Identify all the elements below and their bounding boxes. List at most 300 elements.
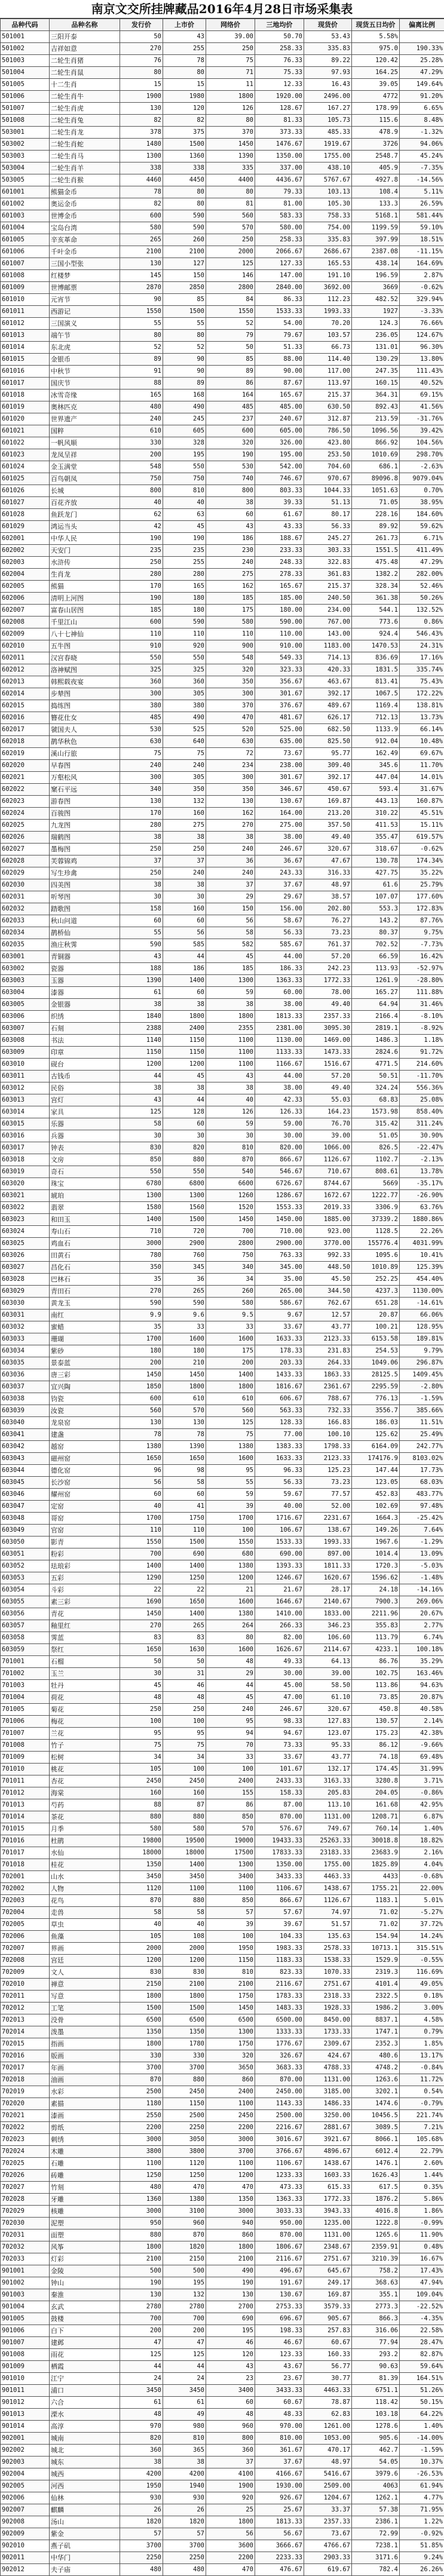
cell-five-day-avg: 90.63 (352, 2361, 400, 2373)
cell-avg-price: 1533.33 (255, 1537, 304, 1548)
table-row (1, 2182, 444, 2194)
cell-issue-price: 1650 (120, 1644, 163, 1656)
cell-listing-price: 2450 (163, 1775, 206, 1787)
table-row (1, 891, 444, 903)
cell-avg-price: 39.33 (255, 497, 304, 509)
cell-avg-price: 585.67 (255, 939, 304, 951)
cell-five-day-avg: 438.14 (352, 258, 400, 270)
cell-listing-price: 63 (163, 509, 206, 521)
cell-issue-price: 130 (120, 1417, 163, 1429)
cell-issue-price: 378 (120, 127, 163, 139)
cell-listing-price: 280 (163, 569, 206, 581)
cell-deviation: 163.46% (400, 1668, 444, 1680)
cell-name: 桂花 (50, 1859, 120, 1871)
cell-name: 寿山石 (50, 1226, 120, 1238)
cell-issue-price: 1120 (120, 1883, 163, 1895)
cell-name: 窠石平远 (50, 784, 120, 796)
cell-avg-price: 1410.00 (255, 1608, 304, 1620)
cell-code: 902003 (1, 2457, 50, 2468)
table-row (1, 2253, 444, 2265)
cell-spot-price: 714.13 (304, 652, 352, 664)
cell-avg-price: 76.33 (255, 55, 304, 67)
cell-listing-price: 190 (163, 533, 206, 545)
cell-listing-price: 345 (163, 1262, 206, 1274)
table-row (1, 2564, 444, 2576)
cell-avg-price: 59.67 (255, 1489, 304, 1501)
cell-listing-price: 15 (163, 79, 206, 91)
cell-five-day-avg: 4063 (352, 2480, 400, 2492)
cell-avg-price: 243.33 (255, 867, 304, 879)
table-row (1, 282, 444, 294)
cell-five-day-avg: 1014.4 (352, 1548, 400, 1560)
cell-network-price: 350 (206, 784, 255, 796)
cell-name: 麒麟 (50, 2504, 120, 2516)
cell-code: 603044 (1, 1465, 50, 1477)
cell-listing-price: 3800 (163, 2146, 206, 2158)
cell-issue-price: 80 (120, 330, 163, 342)
cell-network-price: 60 (206, 509, 255, 521)
cell-five-day-avg: 252.25 (352, 1274, 400, 1286)
cell-code: 602005 (1, 581, 50, 593)
cell-listing-price: 38 (163, 2457, 206, 2468)
cell-issue-price: 820 (120, 2433, 163, 2445)
table-row (1, 652, 444, 664)
cell-deviation: 31.99% (400, 1764, 444, 1775)
table-row (1, 2122, 444, 2134)
cell-code: 603041 (1, 1429, 50, 1441)
cell-issue-price: 1690 (120, 1596, 163, 1608)
cell-avg-price: 81.00 (255, 198, 304, 210)
cell-spot-price: 1928.33 (304, 2002, 352, 2014)
table-row (1, 664, 444, 676)
cell-spot-price: 264.33 (304, 1357, 352, 1369)
cell-avg-price: 128.67 (255, 103, 304, 115)
cell-network-price: 1100 (206, 1047, 255, 1059)
cell-five-day-avg: 102.75 (352, 1668, 400, 1680)
cell-listing-price: 44 (163, 951, 206, 963)
cell-deviation: 1880.86% (400, 1214, 444, 1226)
cell-listing-price: 1500 (163, 139, 206, 151)
cell-network-price: 2100 (206, 1979, 255, 1991)
cell-avg-price: 164.00 (255, 808, 304, 820)
cell-five-day-avg: 364.31 (352, 390, 400, 401)
cell-network-price: 125 (206, 258, 255, 270)
cell-name: 霁蓝 (50, 1632, 120, 1644)
cell-issue-price: 78 (120, 186, 163, 198)
cell-name: 文房 (50, 1154, 120, 1166)
cell-network-price: 1300 (206, 2026, 255, 2038)
cell-network-price: 1350 (206, 2194, 255, 2206)
cell-five-day-avg: 1825.89 (352, 1859, 400, 1871)
cell-issue-price: 30 (120, 891, 163, 903)
cell-deviation: -14.16% (400, 1584, 444, 1596)
cell-spot-price: 1885.00 (304, 1214, 352, 1226)
cell-deviation: 0.54% (400, 2086, 444, 2098)
cell-code: 603047 (1, 1501, 50, 1513)
cell-code: 702006 (1, 1931, 50, 1943)
cell-five-day-avg: 475.48 (352, 557, 400, 569)
cell-issue-price: 55 (120, 318, 163, 330)
cell-code: 501003 (1, 55, 50, 67)
cell-code: 603020 (1, 1178, 50, 1190)
cell-five-day-avg: 760.14 (352, 1823, 400, 1835)
cell-listing-price: 83 (163, 1632, 206, 1644)
cell-issue-price: 600 (120, 1393, 163, 1405)
cell-spot-price: 1919.67 (304, 139, 352, 151)
cell-five-day-avg: 254.53 (352, 1345, 400, 1357)
cell-five-day-avg: 651.28 (352, 1298, 400, 1310)
cell-name: 百鸟朝凤 (50, 473, 120, 485)
cell-code: 603058 (1, 1632, 50, 1644)
cell-issue-price: 1580 (120, 1202, 163, 1214)
cell-name: 龙凤呈祥 (50, 449, 120, 461)
cell-avg-price: 337.00 (255, 162, 304, 174)
cell-name: 钟表 (50, 1142, 120, 1154)
cell-name: 竹子 (50, 1740, 120, 1752)
cell-name: 斗彩 (50, 1584, 120, 1596)
cell-name: 钧瓷 (50, 1393, 120, 1405)
cell-name: 步辇图 (50, 688, 120, 700)
cell-code: 901012 (1, 2397, 50, 2409)
cell-spot-price: 77.57 (304, 1489, 352, 1501)
cell-code: 702005 (1, 1919, 50, 1931)
cell-five-day-avg: 50.51 (352, 1071, 400, 1082)
cell-deviation: -14.61% (400, 1298, 444, 1310)
cell-spot-price: 135.63 (304, 1931, 352, 1943)
cell-name: 珊瑚 (50, 1333, 120, 1345)
cell-network-price: 100 (206, 1931, 255, 1943)
cell-five-day-avg: 73.85 (352, 1692, 400, 1704)
cell-issue-price: 1950 (120, 2480, 163, 2492)
cell-deviation: 31.46% (400, 999, 444, 1011)
cell-five-day-avg: 2387.08 (352, 246, 400, 258)
cell-name: 珐琅彩 (50, 1560, 120, 1572)
cell-issue-price: 45 (120, 1680, 163, 1692)
cell-deviation: 329.94% (400, 294, 444, 306)
cell-avg-price: 56.67 (255, 2528, 304, 2540)
cell-listing-price: 360 (163, 676, 206, 688)
cell-name: 河西 (50, 2480, 120, 2492)
cell-name: 瓷器 (50, 963, 120, 975)
cell-spot-price: 1469.00 (304, 1035, 352, 1047)
table-row (1, 1560, 444, 1572)
cell-issue-price: 89 (120, 354, 163, 366)
table-row (1, 1238, 444, 1250)
cell-avg-price: 910.00 (255, 640, 304, 652)
table-row (1, 413, 444, 425)
table-row (1, 963, 444, 975)
cell-spot-price: 49.40 (304, 999, 352, 1011)
cell-issue-price: 750 (120, 473, 163, 485)
table-row (1, 628, 444, 640)
cell-listing-price: 4450 (163, 174, 206, 186)
cell-listing-price: 250 (163, 1704, 206, 1716)
cell-five-day-avg: 4016.8 (352, 2206, 400, 2218)
table-row (1, 760, 444, 772)
cell-five-day-avg: 1986.2 (352, 2002, 400, 2014)
cell-spot-price: 322.83 (304, 557, 352, 569)
table-row (1, 1250, 444, 1262)
cell-avg-price: 2753.33 (255, 2301, 304, 2313)
table-row (1, 1465, 444, 1477)
cell-network-price: 600 (206, 425, 255, 437)
cell-listing-price: 525 (163, 724, 206, 736)
cell-avg-price: 203.33 (255, 1357, 304, 1369)
cell-name: 巴林石 (50, 1274, 120, 1286)
cell-code: 602021 (1, 772, 50, 784)
table-row (1, 162, 444, 174)
cell-spot-price: 767.00 (304, 617, 352, 628)
cell-code: 702010 (1, 1979, 50, 1991)
cell-listing-price: 255 (163, 43, 206, 55)
cell-listing-price: 150 (163, 270, 206, 282)
cell-five-day-avg: 1664.3 (352, 1513, 400, 1525)
cell-avg-price: 803.33 (255, 485, 304, 497)
cell-deviation: 184.60% (400, 509, 444, 521)
cell-listing-price: 132 (163, 796, 206, 808)
table-row (1, 927, 444, 939)
table-row (1, 1584, 444, 1596)
cell-code: 901001 (1, 2265, 50, 2277)
cell-five-day-avg: 162.49 (352, 748, 400, 760)
table-row (1, 1967, 444, 1979)
table-row (1, 1298, 444, 1310)
cell-spot-price: 1438.67 (304, 2158, 352, 2170)
cell-five-day-avg: 23683.9 (352, 1847, 400, 1859)
cell-name: 钟山 (50, 2277, 120, 2289)
table-row (1, 1525, 444, 1537)
cell-code: 601028 (1, 509, 50, 521)
cell-spot-price: 2318.33 (304, 1991, 352, 2002)
cell-deviation: 858.40% (400, 1106, 444, 1118)
cell-network-price: 17500 (206, 1847, 255, 1859)
table-row (1, 2337, 444, 2349)
cell-listing-price: 48 (163, 1692, 206, 1704)
cell-avg-price: 1350.00 (255, 151, 304, 162)
cell-deviation: 164.51% (400, 2373, 444, 2385)
cell-issue-price: 830 (120, 1142, 163, 1154)
cell-issue-price: 3000 (120, 2206, 163, 2218)
cell-five-day-avg: 186.03 (352, 1417, 400, 1429)
cell-deviation: 3.71% (400, 1775, 444, 1787)
cell-avg-price: 1350.00 (255, 1859, 304, 1871)
cell-avg-price: 86.33 (255, 294, 304, 306)
cell-five-day-avg: 61.6 (352, 879, 400, 891)
cell-code: 603056 (1, 1608, 50, 1620)
cell-issue-price: 90 (120, 294, 163, 306)
cell-network-price: 630 (206, 736, 255, 748)
cell-issue-price: 1900 (120, 91, 163, 103)
cell-network-price: 59 (206, 1118, 255, 1130)
cell-five-day-avg: 115.6 (352, 115, 400, 127)
cell-name: 芙蓉锦鸡 (50, 855, 120, 867)
cell-name: 牡丹 (50, 1680, 120, 1692)
cell-spot-price: 1044.33 (304, 485, 352, 497)
cell-issue-price: 950 (120, 2218, 163, 2230)
cell-deviation: 3.00% (400, 2002, 444, 2014)
cell-issue-price: 910 (120, 640, 163, 652)
table-row (1, 509, 444, 521)
cell-spot-price: 56.33 (304, 521, 352, 533)
cell-five-day-avg: 133.3 (352, 198, 400, 210)
cell-issue-price: 200 (120, 1357, 163, 1369)
table-row (1, 1118, 444, 1130)
cell-issue-price: 158 (120, 903, 163, 915)
cell-listing-price: 260 (163, 234, 206, 246)
cell-network-price: 580 (206, 1298, 255, 1310)
cell-name: 仙林 (50, 2492, 120, 2504)
cell-name: 渔庄秋霁 (50, 939, 120, 951)
cell-five-day-avg: 4433 (352, 1871, 400, 1883)
cell-avg-price: 33.67 (255, 1752, 304, 1764)
cell-network-price: 100 (206, 1525, 255, 1537)
cell-listing-price: 275 (163, 820, 206, 832)
cell-five-day-avg: 1967.6 (352, 1537, 400, 1548)
cell-code: 603013 (1, 1094, 50, 1106)
cell-listing-price: 3100 (163, 2206, 206, 2218)
cell-listing-price: 880 (163, 1811, 206, 1823)
cell-listing-price: 960 (163, 2218, 206, 2230)
table-row (1, 569, 444, 581)
cell-name: 水仙 (50, 1847, 120, 1859)
cell-code: 601029 (1, 521, 50, 533)
cell-name: 世博金币 (50, 210, 120, 222)
cell-listing-price: 80 (163, 330, 206, 342)
table-row (1, 79, 444, 91)
cell-listing-price: 2250 (163, 2122, 206, 2134)
cell-five-day-avg: 71.02 (352, 1907, 400, 1919)
table-row (1, 1537, 444, 1548)
cell-spot-price: 489.67 (304, 700, 352, 712)
cell-listing-price: 350 (163, 784, 206, 796)
cell-issue-price: 190 (120, 533, 163, 545)
cell-deviation: 47.29% (400, 557, 444, 569)
cell-deviation: 172.83% (400, 903, 444, 915)
cell-spot-price: 470.17 (304, 2445, 352, 2457)
cell-listing-price: 52 (163, 342, 206, 354)
table-row (1, 2349, 444, 2361)
cell-spot-price: 1755.00 (304, 1859, 352, 1871)
cell-deviation: 2.14% (400, 1716, 444, 1728)
cell-code: 701005 (1, 1704, 50, 1716)
table-row (1, 521, 444, 533)
cell-five-day-avg: 143.2 (352, 915, 400, 927)
cell-issue-price: 710 (120, 1226, 163, 1238)
cell-deviation: 16.67% (400, 2253, 444, 2265)
cell-network-price: 86 (206, 378, 255, 390)
cell-network-price: 250 (206, 234, 255, 246)
cell-code: 602014 (1, 688, 50, 700)
cell-issue-price: 170 (120, 581, 163, 593)
cell-code: 601022 (1, 437, 50, 449)
cell-name: 书法 (50, 1035, 120, 1047)
table-row (1, 640, 444, 652)
cell-listing-price: 2150 (163, 2253, 206, 2265)
cell-deviation: 39.42% (400, 425, 444, 437)
table-row (1, 1931, 444, 1943)
cell-issue-price: 190 (120, 2277, 163, 2289)
cell-avg-price: 870.00 (255, 2230, 304, 2241)
cell-spot-price: 165.53 (304, 258, 352, 270)
cell-five-day-avg: 174.45 (352, 1764, 400, 1775)
cell-spot-price: 30.77 (304, 2373, 352, 2385)
table-row (1, 1286, 444, 1298)
cell-deviation: 2.87% (400, 270, 444, 282)
cell-code: 601014 (1, 342, 50, 354)
cell-issue-price: 3450 (120, 1871, 163, 1883)
cell-listing-price: 40 (163, 497, 206, 509)
cell-five-day-avg: 5.58% (352, 31, 400, 43)
cell-name: 千里江山 (50, 617, 120, 628)
cell-code: 603016 (1, 1130, 50, 1142)
cell-network-price: 300 (206, 772, 255, 784)
cell-spot-price: 312.87 (304, 413, 352, 425)
cell-five-day-avg: 324.24 (352, 1082, 400, 1094)
table-row (1, 712, 444, 724)
cell-avg-price: 38.00 (255, 832, 304, 844)
table-row (1, 939, 444, 951)
cell-deviation: 49.05% (400, 1979, 444, 1991)
cell-network-price: 1380 (206, 1608, 255, 1620)
cell-avg-price: 127.33 (255, 258, 304, 270)
cell-code: 602009 (1, 628, 50, 640)
cell-five-day-avg: 6751.1 (352, 2385, 400, 2397)
cell-five-day-avg: 866.3 (352, 2313, 400, 2325)
cell-deviation: 61.94% (400, 2480, 444, 2492)
cell-issue-price: 480 (120, 401, 163, 413)
cell-name: 金陵 (50, 2265, 120, 2277)
cell-issue-price: 300 (120, 688, 163, 700)
cell-spot-price: 335.83 (304, 234, 352, 246)
cell-deviation: 124.67% (400, 330, 444, 342)
cell-spot-price: 320.67 (304, 1704, 352, 1716)
cell-name: 没骨 (50, 2014, 120, 2026)
cell-deviation: 25.49% (400, 1429, 444, 1441)
cell-spot-price: 12.57 (304, 1310, 352, 1321)
cell-five-day-avg: 1626.43 (352, 2170, 400, 2182)
cell-spot-price: 1486.33 (304, 2098, 352, 2110)
cell-spot-price: 463.67 (304, 676, 352, 688)
cell-issue-price: 1550 (120, 1537, 163, 1548)
cell-name: 杜鹃 (50, 1835, 120, 1847)
cell-name: 端午节 (50, 330, 120, 342)
cell-issue-price: 330 (120, 437, 163, 449)
cell-five-day-avg: 6153.58 (352, 1333, 400, 1345)
cell-spot-price: 2019.33 (304, 1202, 352, 1214)
cell-code: 501007 (1, 103, 50, 115)
cell-issue-price: 590 (120, 939, 163, 951)
cell-spot-price: 1438.67 (304, 1883, 352, 1895)
cell-code: 603048 (1, 1513, 50, 1525)
cell-code: 702027 (1, 2182, 50, 2194)
cell-network-price: 59 (206, 987, 255, 999)
cell-deviation: 116.69% (400, 1967, 444, 1979)
cell-five-day-avg: 86.76 (352, 1656, 400, 1668)
cell-listing-price: 120 (163, 103, 206, 115)
cell-five-day-avg: 57.38 (352, 2504, 400, 2516)
cell-five-day-avg: 1128.5 (352, 1226, 400, 1238)
cell-network-price: 6500 (206, 2014, 255, 2026)
cell-issue-price: 480 (120, 2564, 163, 2576)
cell-five-day-avg: 74.18 (352, 1752, 400, 1764)
table-row (1, 2325, 444, 2337)
cell-avg-price: 1143.33 (255, 2098, 304, 2110)
cell-name: 溪山行旅 (50, 748, 120, 760)
cell-spot-price: 485.33 (304, 127, 352, 139)
cell-listing-price: 24 (163, 2373, 206, 2385)
cell-deviation: -0.79% (400, 2098, 444, 2110)
cell-name: 草虫 (50, 1919, 120, 1931)
